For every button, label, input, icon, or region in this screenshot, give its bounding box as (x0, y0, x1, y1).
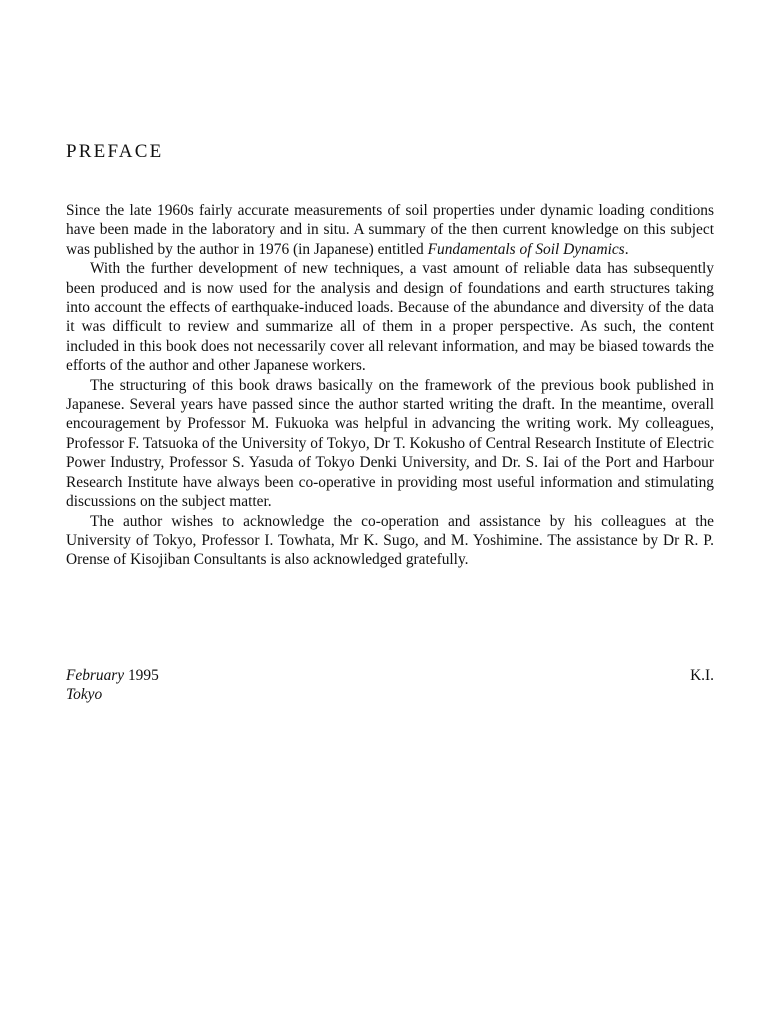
preface-body (66, 201, 714, 570)
signoff (66, 666, 714, 705)
signoff-initials: K.I. (690, 667, 714, 684)
paragraph-4: The author wishes to acknowledge the co-operation and assistance by his colleagues at the University of Tokyo, Professor I. Towhata, Mr K. Sugo, and M. Yoshimine. The assistance by Dr R. P. Orense of Kisojiban Consultants is also acknowledged gratefully. (66, 512, 714, 569)
book-title: Fundamentals of Soil Dynamics (427, 240, 625, 258)
signoff-year: 1995 (124, 667, 159, 684)
signoff-place: Tokyo (66, 686, 103, 704)
paragraph-1 (66, 201, 714, 259)
paragraph-2: With the further development of new techniques, a vast amount of reliable data has subsequently been produced and is now used for the analysis and design of foundations and earth structures taking into account the effects of earthquake-induced loads. Because of the abundance and diversity of the data it was difficult to review and summarize all of them in a proper perspective. As such, the content included in this book does not necessarily cover all relevant information, and may be biased towards the efforts of the author and other Japanese workers. (66, 260, 714, 375)
paragraph-1-end: . (624, 240, 629, 258)
signoff-date (66, 666, 159, 685)
paragraph-3: The structuring of this book draws basically on the framework of the previous book published in Japanese. Several years have passed since the author started writing the draft. In the meantime, overall encouragement by Professor M. Fukuoka was helpful in advancing the writing work. My colleagues, Professor F. Tatsuoka of the University of Tokyo, Dr T. Kokusho of Central Research Institute of Electric Power Industry, Professor S. Yasuda of Tokyo Denki University, and Dr. S. Iai of the Port and Harbour Research Institute have always been co-operative in providing most useful information and stimulating discussions on the subject matter. (66, 376, 714, 511)
signoff-place-row (66, 685, 714, 704)
paragraph-1-text: Since the late 1960s fairly accurate measurements of soil properties under dynamic loading conditions have been made in the laboratory and in situ. A summary of the then current knowledge on this subject was published by the author in 1976 (in Japanese) entitled (66, 202, 714, 258)
signoff-date-row (66, 666, 714, 685)
signoff-month: February (66, 667, 125, 684)
page-title: PREFACE (66, 141, 164, 162)
